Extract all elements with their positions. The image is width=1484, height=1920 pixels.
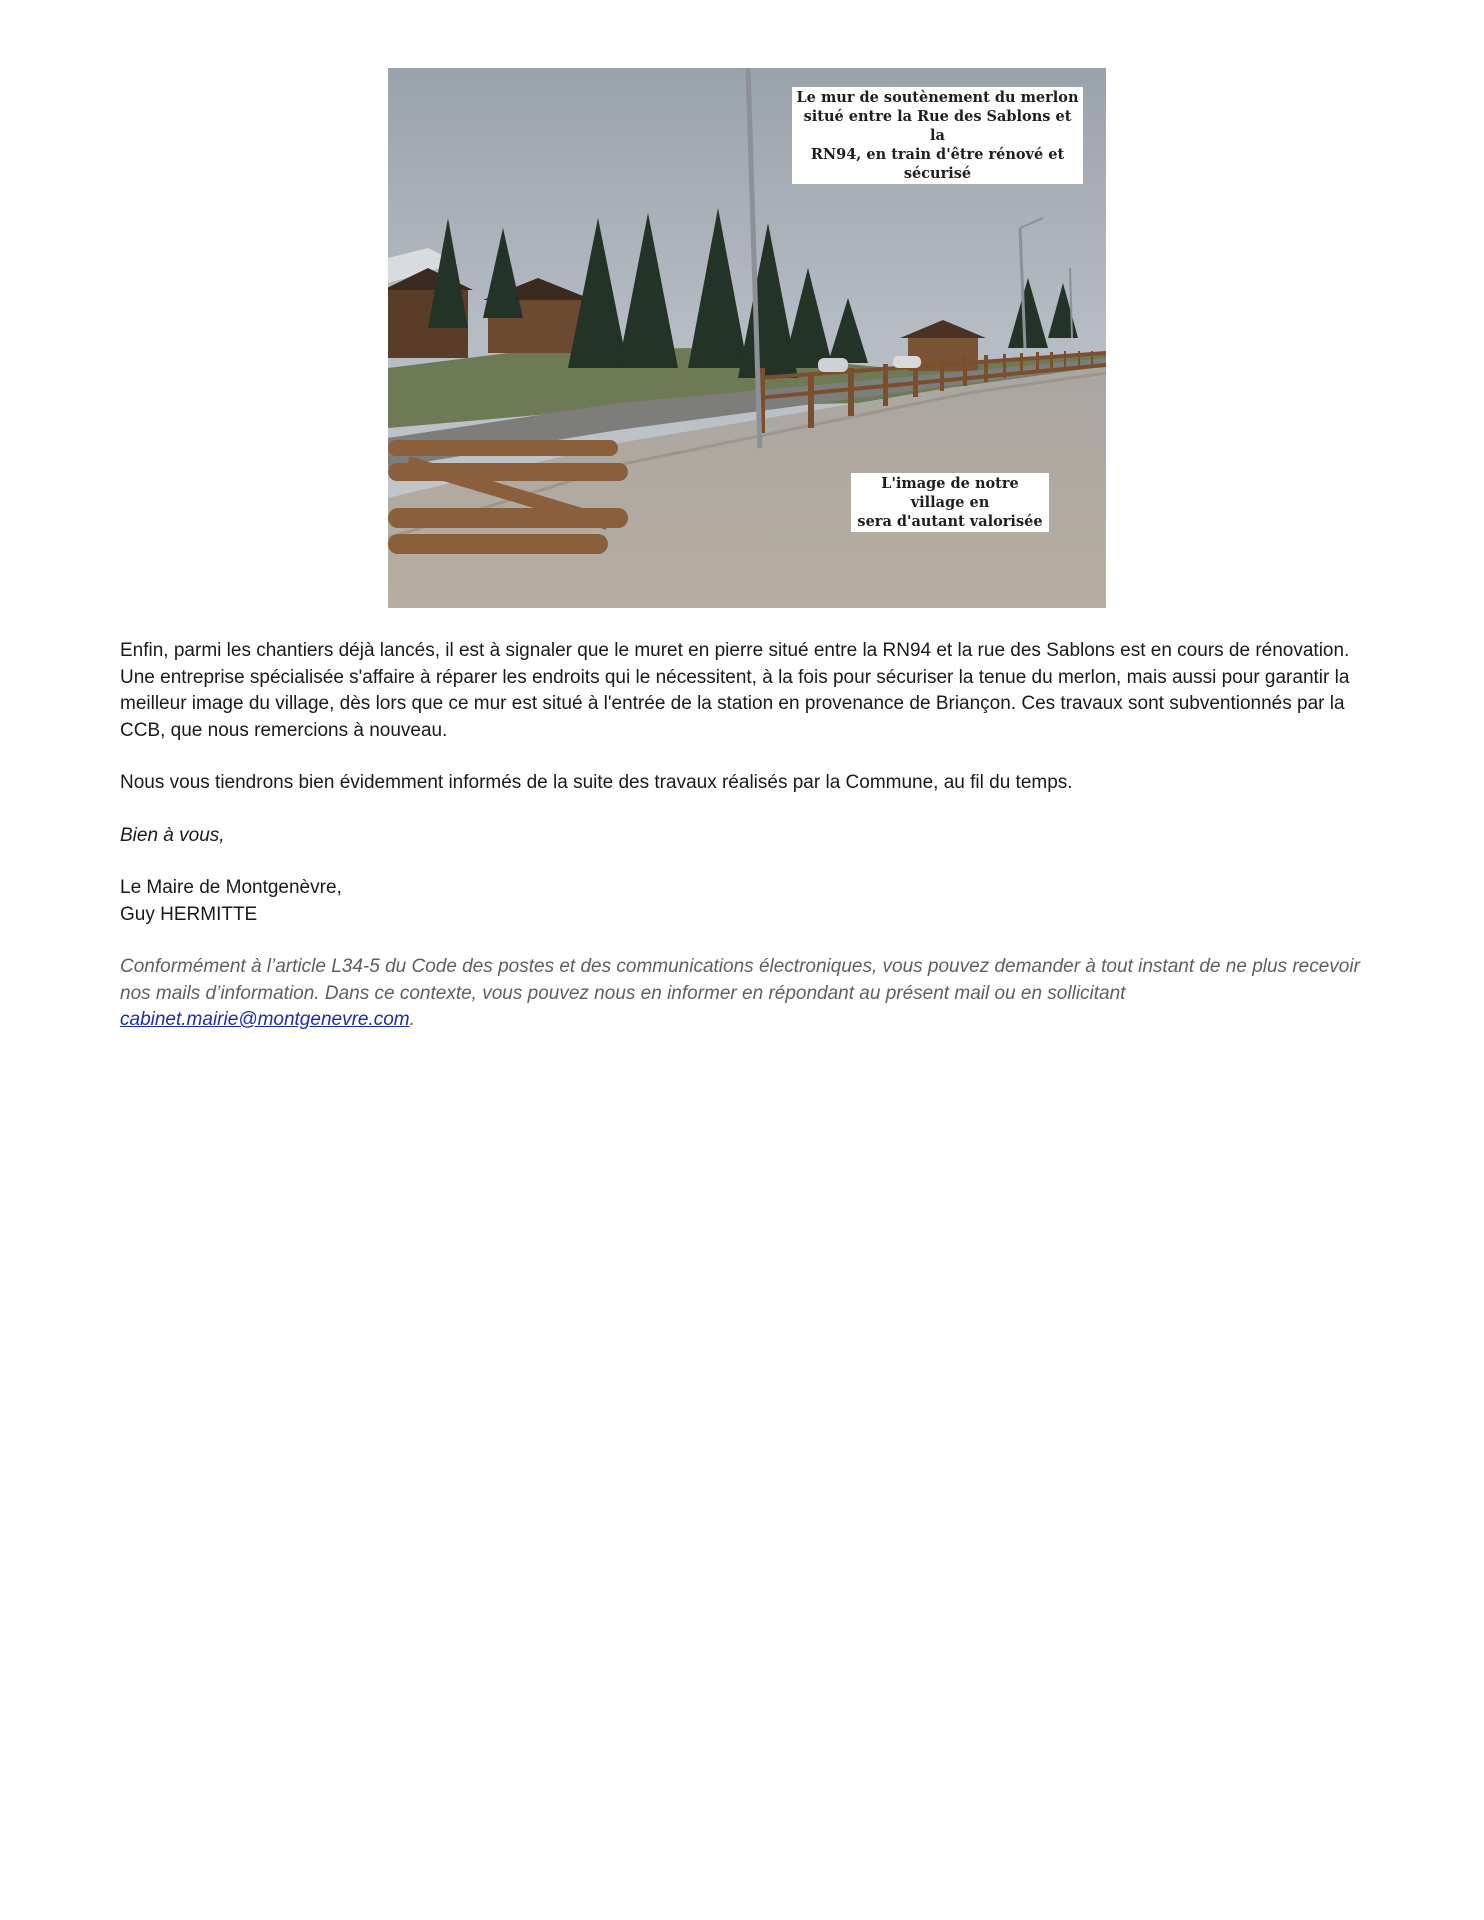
paragraph-renovation: Enfin, parmi les chantiers déjà lancés, il est à signaler que le muret en pierre situé entre la RN94 et la rue des Sablons est en cours de rénovation. Une entreprise spécialisée s'affaire à réparer les endroits qui le nécessitent, à la fois pour sécuriser la tenue du merlon, mais aussi pour garantir la meilleur image du village, dès lors que ce mur est situé à l'entrée de la station en provenance de Briançon. Ces travaux sont subventionnés par la CCB, que nous remercions à nouveau. (120, 640, 1350, 741)
unsubscribe-notice (120, 954, 1370, 1034)
email-link[interactable]: cabinet.mairie@montgenevre.com (120, 1009, 410, 1030)
signature (120, 875, 1370, 928)
merlon-wall-photo (388, 68, 1106, 608)
paragraph-follow-up: Nous vous tiendrons bien évidemment informés de la suite des travaux réalisés par la Commune, au fil du temps. (120, 772, 1073, 793)
notice-trailing: . (409, 1009, 415, 1030)
letter-body (120, 638, 1370, 1060)
signature-title: Le Maire de Montgenèvre, (120, 877, 342, 898)
photo-caption-top: Le mur de soutènement du merlon situé entre la Rue des Sablons et la RN94, en train d'être rénové et sécurisé (792, 87, 1083, 184)
signature-name: Guy HERMITTE (120, 903, 258, 925)
photo-caption-bottom: L'image de notre village en sera d'autant valorisée (851, 473, 1049, 532)
closing-salutation: Bien à vous, (120, 824, 225, 846)
notice-text: Conformément à l’article L34-5 du Code des postes et des communications électroniques, vous pouvez demander à tout instant de ne plus recevoir nos mails d’information. Dans ce contexte, vous pouvez nous en informer en répondant au présent mail ou en sollicitant (120, 956, 1360, 1004)
